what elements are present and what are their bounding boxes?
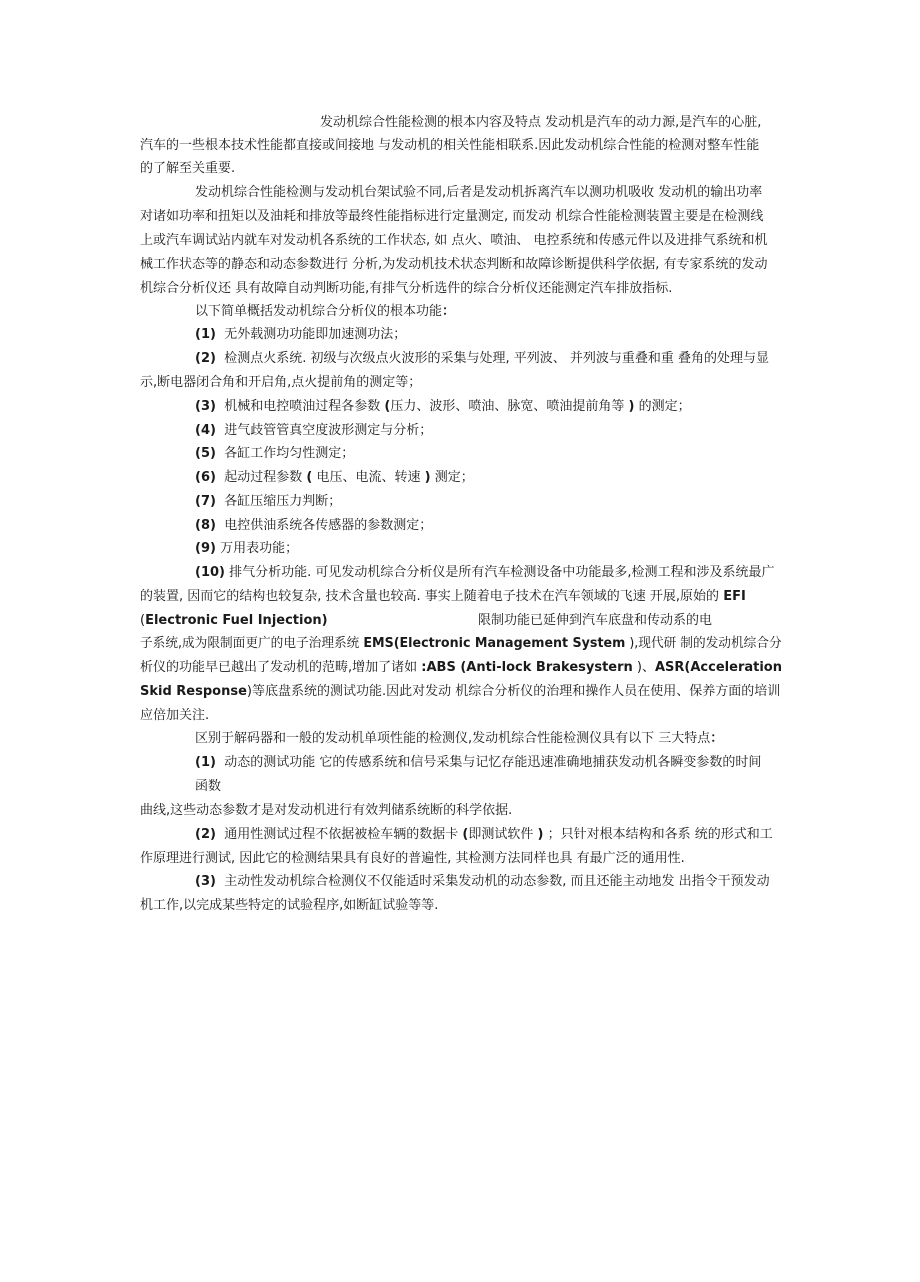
item-text-a: 析仪的功能早已越出了发动机的范畴,增加了诸如 bbox=[140, 660, 418, 675]
item-text-b: )、 bbox=[636, 660, 655, 675]
item-number: (2) bbox=[195, 351, 216, 366]
item-text-a: 通用性测试过程不依据被检车辆的数据卡 bbox=[224, 827, 459, 842]
features-intro-colon: ： bbox=[710, 731, 724, 746]
functions-intro bbox=[195, 303, 455, 321]
close-paren: ) bbox=[424, 470, 431, 485]
feature-item-1-word: 函数 bbox=[195, 779, 222, 794]
function-item-4 bbox=[195, 422, 432, 440]
open-paren: ( bbox=[384, 399, 391, 414]
close-paren: ) bbox=[628, 399, 635, 414]
open-paren: ( bbox=[140, 613, 146, 628]
item-text-b: 电压、电流、转速 bbox=[316, 470, 421, 485]
item-number: (1) bbox=[195, 327, 216, 342]
item-text-a: 机械和电控喷油过程各参数 bbox=[224, 399, 381, 414]
function-item-10-line-5 bbox=[140, 659, 782, 677]
asr-term: ASR(Acceleration bbox=[655, 660, 782, 675]
abs-term: :ABS (Anti-lock Brakesystern bbox=[421, 660, 633, 675]
function-item-10 bbox=[195, 564, 775, 582]
function-item-2 bbox=[195, 350, 769, 368]
item-number: (9) bbox=[195, 541, 216, 556]
item-text: 进气歧管管真空度波形测定与分析； bbox=[224, 423, 433, 438]
item-text-a: 子系统,成为限制面更广的电子治理系统 bbox=[140, 636, 360, 651]
feature-item-3-cont: 机工作,以完成某些特定的试验程序,如断缸试验等等. bbox=[140, 898, 439, 913]
intro-line-1: 发动机综合性能检测的根本内容及特点 发动机是汽车的动力源,是汽车的心脏, bbox=[320, 115, 762, 130]
functions-intro-colon: ： bbox=[442, 304, 456, 319]
function-item-10-line-6 bbox=[140, 683, 780, 701]
open-paren: ( bbox=[306, 470, 313, 485]
feature-item-1 bbox=[195, 754, 761, 772]
item-text: 排气分析功能. 可见发动机综合分析仪是所有汽车检测设备中功能最多,检测工程和涉及系统最广 bbox=[229, 565, 775, 580]
para2-line-2: 对诸如功率和扭矩以及油耗和排放等最终性能指标进行定量测定, 而发动 机综合性能检测装置主要是在检测线 bbox=[140, 209, 764, 224]
item-text: 检测点火系统. 初级与次级点火波形的采集与处理, 平列波、 并列波与重叠和重 叠角的处理与显 bbox=[224, 351, 769, 366]
item-number: (3) bbox=[195, 399, 216, 414]
item-text: 主动性发动机综合检测仪不仅能适时采集发动机的动态参数, 而且还能主动地发 出指令干预发动 bbox=[224, 874, 770, 889]
para2-line-3: 上或汽车调试站内就车对发动机各系统的工作状态, 如 点火、喷油、 电控系统和传感元件以及进排气系统和机 bbox=[140, 233, 768, 248]
feature-item-1-cont: 曲线,这些动态参数才是对发动机进行有效判储系统断的科学依据. bbox=[140, 803, 513, 818]
function-item-10-line-4 bbox=[140, 635, 782, 653]
function-item-6 bbox=[195, 469, 474, 487]
item-text-c: 的测定； bbox=[638, 399, 691, 414]
item-text: 动态的测试功能 它的传感系统和信号采集与记忆存能迅速准确地捕获发动机各瞬变参数的时间 bbox=[224, 755, 762, 770]
item-text: 各缸工作均匀性测定； bbox=[224, 446, 355, 461]
function-item-10-line-3-right: 限制功能已延伸到汽车底盘和传动系的电 bbox=[478, 613, 713, 628]
function-item-2-cont: 示,断电器闭合角和开启角,点火提前角的测定等； bbox=[140, 375, 422, 390]
feature-item-2 bbox=[195, 826, 773, 844]
features-intro-text: 区别于解码器和一般的发动机单项性能的检测仪,发动机综合性能检测仪具有以下 三大特点 bbox=[195, 731, 711, 746]
ems-term: EMS(Electronic Management System bbox=[363, 636, 626, 651]
item-number: (6) bbox=[195, 470, 216, 485]
item-text-c: 测定； bbox=[434, 470, 474, 485]
item-text: 无外载测功功能即加速测功法； bbox=[224, 327, 407, 342]
function-item-10-line-7: 应倍加关注. bbox=[140, 708, 210, 723]
item-text: 的装置, 因而它的结构也较复杂, 技术含量也较高. 事实上随着电子技术在汽车领域的飞速 开展,原始的 bbox=[140, 589, 720, 604]
item-number: (5) bbox=[195, 446, 216, 461]
close-paren: ) bbox=[537, 827, 544, 842]
item-text-b: 压力、波形、喷油、脉宽、喷油提前角等 bbox=[390, 399, 625, 414]
intro-line-3: 的了解至关重要. bbox=[140, 161, 236, 176]
item-number: (3) bbox=[195, 874, 216, 889]
item-text-e: ；只针对根本结构和各系 统的形式和工 bbox=[547, 827, 773, 842]
efi-term: EFI bbox=[723, 589, 746, 604]
item-text: 电控供油系统各传感器的参数测定； bbox=[224, 518, 433, 533]
function-item-1 bbox=[195, 326, 406, 344]
efi-full-term: Electronic Fuel Injection) bbox=[145, 613, 328, 628]
item-text-c: 即测试软件 bbox=[468, 827, 534, 842]
function-item-10-line-3 bbox=[140, 612, 328, 630]
item-text: 万用表功能； bbox=[220, 541, 299, 556]
function-item-7 bbox=[195, 493, 341, 511]
function-item-5 bbox=[195, 445, 354, 463]
para2-line-5: 机综合分析仪还 具有故障自动判断功能,有排气分析选件的综合分析仪还能测定汽车排放指标. bbox=[140, 281, 673, 296]
function-item-3 bbox=[195, 398, 691, 416]
item-number: (2) bbox=[195, 827, 216, 842]
item-text: )等底盘系统的测试功能.因此对发动 机综合分析仪的治理和操作人员在使用、保养方面的培训 bbox=[246, 684, 781, 699]
function-item-8 bbox=[195, 517, 432, 535]
feature-item-3 bbox=[195, 873, 770, 891]
item-number: (8) bbox=[195, 518, 216, 533]
para2-line-1: 发动机综合性能检测与发动机台架试验不同,后者是发动机拆离汽车以测功机吸收 发动机的输出功率 bbox=[195, 185, 763, 200]
function-item-9 bbox=[195, 540, 298, 558]
item-number: (1) bbox=[195, 755, 216, 770]
open-paren: ( bbox=[462, 827, 469, 842]
intro-line-2: 汽车的一些根本技术性能都直接或间接地 与发动机的相关性能相联系.因此发动机综合性能的检测对整车性能 bbox=[140, 138, 760, 153]
features-intro bbox=[195, 730, 723, 748]
item-text-a: 起动过程参数 bbox=[224, 470, 303, 485]
item-number: (10) bbox=[195, 565, 225, 580]
para2-line-4: 械工作状态等的静态和动态参数进行 分析,为发动机技术状态判断和故障诊断提供科学依据, 有专家系统的发动 bbox=[140, 257, 768, 272]
item-number: (7) bbox=[195, 494, 216, 509]
item-text: 各缸压缩压力判断； bbox=[224, 494, 342, 509]
feature-item-2-cont: 作原理进行测试, 因此它的检测结果具有良好的普遍性, 其检测方法同样也具 有最广泛的通用性. bbox=[140, 851, 685, 866]
functions-intro-text: 以下简单概括发动机综合分析仪的根本功能 bbox=[195, 304, 443, 319]
function-item-10-line-2 bbox=[140, 588, 746, 606]
item-number: (4) bbox=[195, 423, 216, 438]
item-text-b: ),现代研 制的发动机综合分 bbox=[629, 636, 782, 651]
asr-term-cont: Skid Response bbox=[140, 684, 247, 699]
